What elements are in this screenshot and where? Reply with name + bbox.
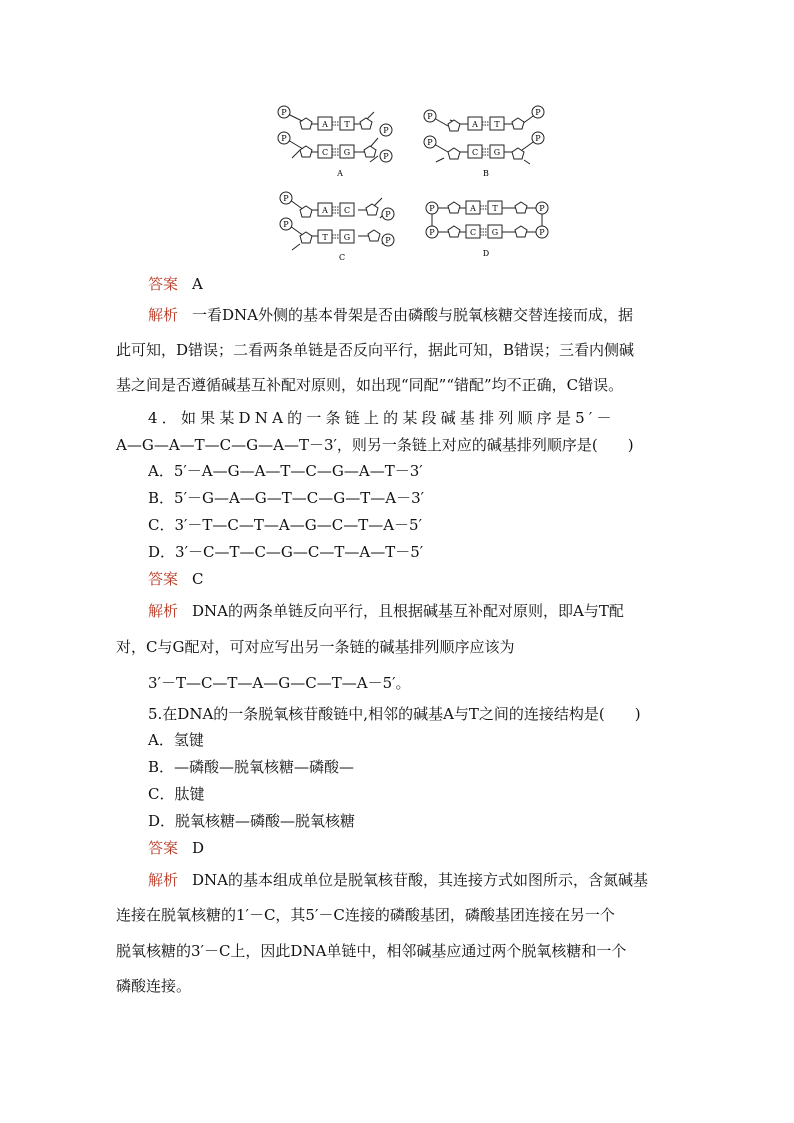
- phosphate-label: P: [383, 152, 389, 161]
- q4-stem-line-1: 4．如果某DNA的一条链上的某段碱基排列顺序是5′－: [148, 409, 616, 427]
- base-label: G: [343, 233, 351, 242]
- dna-structure-figure: [270, 100, 554, 268]
- q5-option-b: B．—磷酸—脱氧核糖—磷酸—: [148, 758, 355, 776]
- q5-stem: 5.在DNA的一条脱氧核苷酸链中,相邻的碱基A与T之间的连接结构是( ): [148, 705, 641, 723]
- q4-analysis-line-2: 对，C与G配对，可对应写出另一条链的碱基排列顺序应该为: [116, 638, 515, 656]
- base-label: C: [321, 148, 329, 157]
- answer-label: 答案: [148, 275, 179, 293]
- base-label: C: [343, 206, 351, 215]
- phosphate-label: P: [281, 108, 287, 117]
- panel-label: C: [338, 253, 346, 262]
- phosphate-label: P: [281, 134, 287, 143]
- q3-analysis-line-2: 此可知，D错误；二看两条单链是否反向平行，据此可知，B错误；三看内侧碱: [116, 341, 635, 359]
- base-label: T: [344, 120, 350, 129]
- q3-answer-line: [148, 275, 203, 293]
- phosphate-label: P: [535, 108, 541, 117]
- phosphate-label: P: [539, 228, 545, 237]
- q3-analysis-text-1: 一看DNA外侧的基本骨架是否由磷酸与脱氧核糖交替连接而成，据: [192, 306, 634, 324]
- q5-option-d: D．脱氧核糖—磷酸—脱氧核糖: [148, 812, 356, 830]
- phosphate-label: P: [429, 204, 435, 213]
- analysis-label: 解析: [148, 306, 179, 324]
- base-label: C: [469, 228, 477, 237]
- q4-option-b: B．5′－G—A—G—T—C—G—T—A－3′: [148, 489, 425, 507]
- panel-a: [278, 106, 392, 178]
- q4-answer-value: C: [192, 570, 204, 588]
- q5-option-c: C．肽键: [148, 785, 205, 803]
- panel-label: B: [483, 169, 489, 178]
- phosphate-label: P: [429, 228, 435, 237]
- panel-c: [280, 192, 394, 262]
- q4-stem-line-2: A—G—A—T—C—G—A—T－3′，则另一条链上对应的碱基排列顺序是( ): [116, 436, 634, 454]
- q5-analysis-text-1: DNA的基本组成单位是脱氧核苷酸，其连接方式如图所示，含氮碱基: [192, 871, 649, 889]
- q3-answer-value: A: [192, 275, 203, 293]
- phosphate-label: P: [427, 138, 433, 147]
- analysis-label: 解析: [148, 871, 179, 889]
- q3-analysis-line-3: 基之间是否遵循碱基互补配对原则，如出现“同配”“错配”均不正确，C错误。: [116, 376, 624, 394]
- phosphate-label: P: [283, 220, 289, 229]
- phosphate-label: P: [535, 134, 541, 143]
- dna-diagram-svg: [270, 100, 554, 268]
- base-label: T: [322, 233, 328, 242]
- q5-answer-line: [148, 839, 204, 857]
- phosphate-label: P: [383, 126, 389, 135]
- analysis-label: 解析: [148, 602, 179, 620]
- base-label: A: [322, 206, 328, 215]
- base-label: C: [471, 148, 479, 157]
- panel-d: [426, 201, 548, 258]
- q4-analysis-text-1: DNA的两条单链反向平行，且根据碱基互补配对原则，即A与T配: [192, 602, 624, 620]
- q4-option-c: C．3′－T—C—T—A—G—C—T—A－5′: [148, 516, 422, 534]
- panel-label: A: [337, 169, 343, 178]
- base-label: T: [492, 204, 498, 213]
- q4-analysis-line-3: 3′－T—C—T—A—G—C—T—A－5′。: [148, 674, 411, 692]
- base-label: G: [343, 148, 351, 157]
- q5-analysis-line-2: 连接在脱氧核糖的1′－C，其5′－C连接的磷酸基团，磷酸基团连接在另一个: [116, 906, 615, 924]
- base-label: G: [491, 228, 499, 237]
- answer-label: 答案: [148, 839, 179, 857]
- panel-b: [424, 106, 544, 178]
- phosphate-label: P: [427, 112, 433, 121]
- base-label: A: [322, 120, 328, 129]
- q4-option-d: D．3′－C—T—C—G—C—T—A—T－5′: [148, 543, 424, 561]
- phosphate-label: P: [385, 236, 391, 245]
- base-label: G: [493, 148, 501, 157]
- base-label: A: [472, 120, 478, 129]
- q4-answer-line: [148, 570, 204, 588]
- q4-analysis-line-1: [148, 602, 624, 620]
- q3-analysis-line-1: [148, 306, 633, 324]
- panel-label: D: [482, 249, 490, 258]
- q5-analysis-line-1: [148, 871, 648, 889]
- base-label: T: [494, 120, 500, 129]
- q5-analysis-line-3: 脱氧核糖的3′－C上，因此DNA单链中，相邻碱基应通过两个脱氧核糖和一个: [116, 942, 627, 960]
- phosphate-label: P: [539, 204, 545, 213]
- base-label: A: [470, 204, 476, 213]
- phosphate-label: P: [385, 210, 391, 219]
- q5-analysis-line-4: 磷酸连接。: [116, 977, 192, 995]
- q5-answer-value: D: [192, 839, 205, 857]
- q4-option-a: A．5′－A—G—A—T—C—G—A—T－3′: [148, 462, 423, 480]
- q5-option-a: A．氢键: [148, 731, 204, 749]
- answer-label: 答案: [148, 570, 179, 588]
- phosphate-label: P: [283, 194, 289, 203]
